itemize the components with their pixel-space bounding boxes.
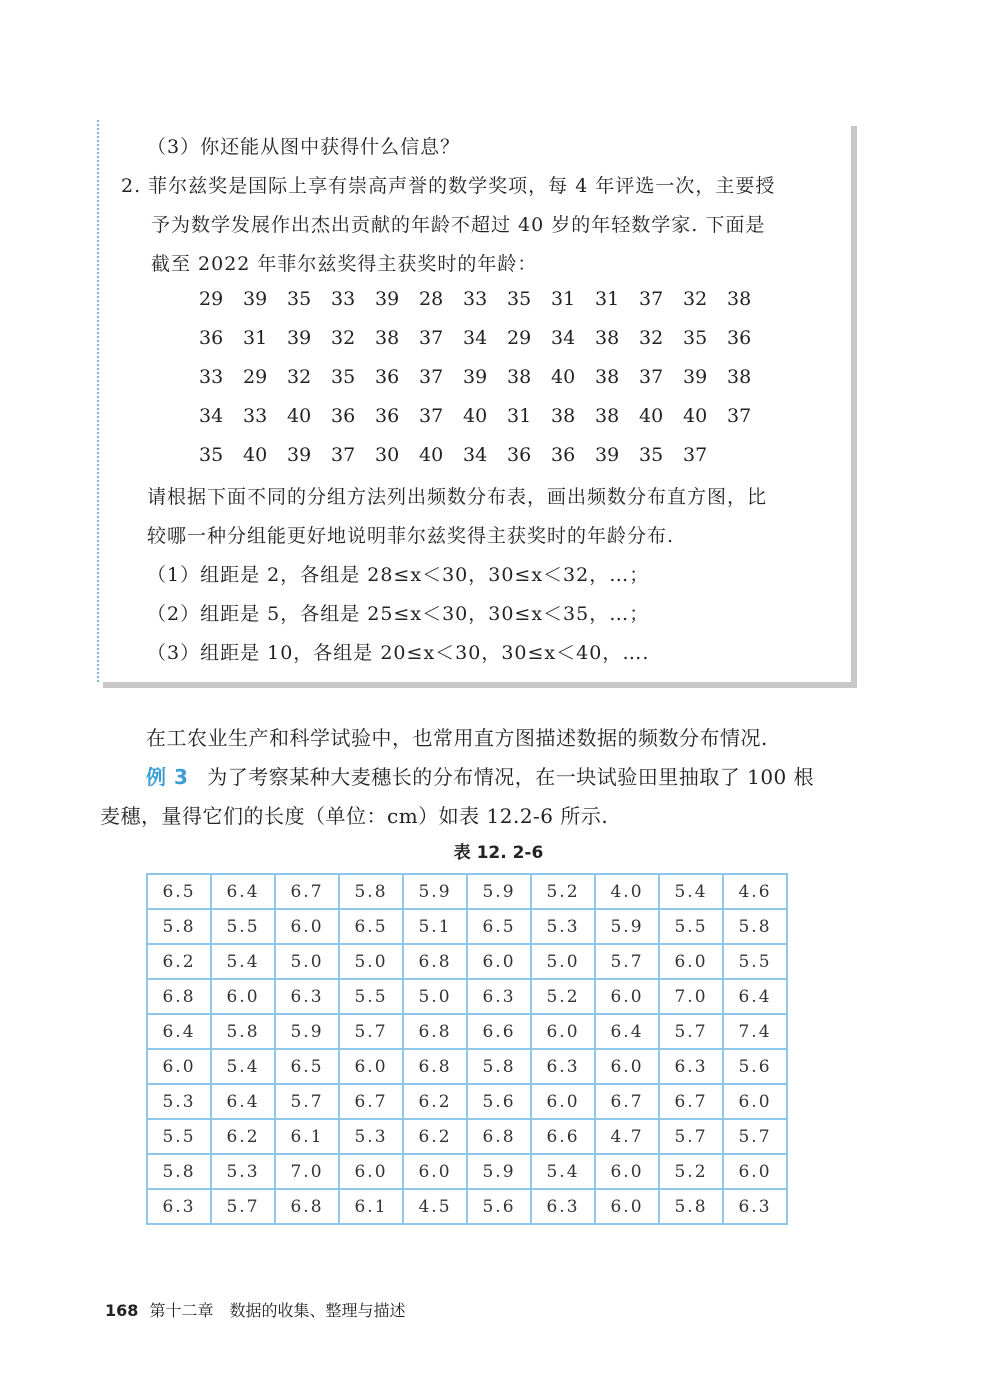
age-value: 28 — [419, 288, 444, 310]
table-cell: 5.7 — [659, 1014, 723, 1049]
table-cell: 5.0 — [275, 944, 339, 979]
table-cell: 5.5 — [339, 979, 403, 1014]
table-cell: 5.7 — [211, 1189, 275, 1224]
age-value: 31 — [243, 327, 268, 349]
table-cell: 5.9 — [595, 909, 659, 944]
data-table — [146, 873, 788, 1225]
table-cell: 7.0 — [275, 1154, 339, 1189]
table-cell: 6.8 — [147, 979, 211, 1014]
table-cell: 5.7 — [659, 1119, 723, 1154]
age-value: 31 — [595, 288, 620, 310]
age-value: 38 — [507, 366, 532, 388]
table-cell: 5.5 — [211, 909, 275, 944]
table-cell: 5.0 — [531, 944, 595, 979]
exercise-q2-line1: 2. 菲尔兹奖是国际上享有崇高声誉的数学奖项，每 4 年评选一次，主要授 — [121, 175, 776, 197]
age-value: 40 — [463, 405, 488, 427]
age-value: 33 — [243, 405, 268, 427]
table-cell: 6.3 — [659, 1049, 723, 1084]
age-value: 35 — [287, 288, 312, 310]
table-cell: 5.0 — [403, 979, 467, 1014]
age-value: 37 — [331, 444, 356, 466]
age-value: 38 — [551, 405, 576, 427]
exercise-q2-line3: 截至 2022 年菲尔兹奖得主获奖时的年龄： — [151, 253, 538, 275]
age-value: 36 — [375, 405, 400, 427]
age-value: 36 — [199, 327, 224, 349]
table-cell: 6.0 — [595, 1154, 659, 1189]
table-cell: 6.0 — [723, 1154, 787, 1189]
age-value: 33 — [331, 288, 356, 310]
table-cell: 6.6 — [467, 1014, 531, 1049]
age-value: 32 — [287, 366, 312, 388]
age-value: 37 — [639, 288, 664, 310]
example-text-1: 为了考察某种大麦穗长的分布情况，在一块试验田里抽取了 100 根 — [207, 765, 815, 789]
table-cell: 4.5 — [403, 1189, 467, 1224]
table-cell: 6.8 — [403, 944, 467, 979]
table-cell: 4.6 — [723, 874, 787, 909]
table-row — [147, 1084, 787, 1119]
table-row — [147, 909, 787, 944]
table-cell: 5.6 — [723, 1049, 787, 1084]
table-cell: 5.2 — [531, 874, 595, 909]
table-row — [147, 1154, 787, 1189]
table-cell: 6.0 — [211, 979, 275, 1014]
table-cell: 5.3 — [211, 1154, 275, 1189]
age-value: 29 — [199, 288, 224, 310]
table-cell: 7.4 — [723, 1014, 787, 1049]
table-cell: 6.7 — [659, 1084, 723, 1119]
table-cell: 6.5 — [339, 909, 403, 944]
table-cell: 4.7 — [595, 1119, 659, 1154]
table-cell: 5.8 — [659, 1189, 723, 1224]
table-row — [147, 1189, 787, 1224]
table-cell: 4.0 — [595, 874, 659, 909]
table-cell: 6.8 — [275, 1189, 339, 1224]
exercise-option-2: （2）组距是 5，各组是 25≤x＜30，30≤x＜35，…； — [147, 603, 650, 625]
age-value: 38 — [595, 366, 620, 388]
table-cell: 6.8 — [467, 1119, 531, 1154]
age-value: 36 — [507, 444, 532, 466]
table-cell: 6.0 — [531, 1014, 595, 1049]
age-value: 39 — [243, 288, 268, 310]
table-cell: 5.2 — [659, 1154, 723, 1189]
example-label: 例 3 — [146, 765, 189, 789]
age-value: 39 — [375, 288, 400, 310]
table-row — [147, 979, 787, 1014]
age-value: 40 — [287, 405, 312, 427]
age-value: 33 — [199, 366, 224, 388]
table-cell: 6.7 — [339, 1084, 403, 1119]
table-cell: 6.5 — [275, 1049, 339, 1084]
age-value: 37 — [727, 405, 752, 427]
exercise-option-1: （1）组距是 2，各组是 28≤x＜30，30≤x＜32，…； — [147, 564, 650, 586]
age-value: 37 — [639, 366, 664, 388]
age-value: 37 — [419, 366, 444, 388]
age-value: 37 — [683, 444, 708, 466]
table-cell: 6.2 — [147, 944, 211, 979]
age-value: 40 — [683, 405, 708, 427]
table-cell: 5.9 — [275, 1014, 339, 1049]
age-value: 39 — [287, 444, 312, 466]
age-value: 31 — [507, 405, 532, 427]
table-cell: 6.7 — [595, 1084, 659, 1119]
ages-row — [199, 405, 771, 427]
table-cell: 6.0 — [659, 944, 723, 979]
table-cell: 6.4 — [147, 1014, 211, 1049]
table-cell: 6.0 — [595, 1049, 659, 1084]
table-row — [147, 944, 787, 979]
age-value: 38 — [595, 405, 620, 427]
age-value: 40 — [551, 366, 576, 388]
table-cell: 5.5 — [147, 1119, 211, 1154]
table-cell: 6.3 — [531, 1189, 595, 1224]
table-cell: 6.0 — [339, 1049, 403, 1084]
table-cell: 5.9 — [467, 1154, 531, 1189]
age-value: 39 — [287, 327, 312, 349]
age-value: 37 — [419, 405, 444, 427]
table-cell: 6.2 — [403, 1119, 467, 1154]
table-cell: 7.0 — [659, 979, 723, 1014]
table-cell: 5.5 — [659, 909, 723, 944]
age-value: 39 — [595, 444, 620, 466]
table-cell: 6.8 — [403, 1014, 467, 1049]
table-cell: 6.4 — [211, 874, 275, 909]
age-value: 38 — [375, 327, 400, 349]
table-cell: 6.8 — [403, 1049, 467, 1084]
age-value: 39 — [683, 366, 708, 388]
age-value: 34 — [551, 327, 576, 349]
table-cell: 6.0 — [595, 1189, 659, 1224]
age-value: 29 — [507, 327, 532, 349]
age-value: 36 — [727, 327, 752, 349]
exercise-box — [97, 120, 851, 682]
table-row — [147, 1014, 787, 1049]
table-cell: 6.4 — [723, 979, 787, 1014]
table-title: 表 12. 2-6 — [453, 843, 544, 863]
age-value: 38 — [595, 327, 620, 349]
table-cell: 5.8 — [723, 909, 787, 944]
table-row — [147, 1119, 787, 1154]
age-value: 35 — [507, 288, 532, 310]
age-value: 36 — [331, 405, 356, 427]
age-value: 40 — [243, 444, 268, 466]
age-value: 38 — [727, 366, 752, 388]
page-number: 168 — [105, 1301, 139, 1320]
age-value: 32 — [639, 327, 664, 349]
age-value: 39 — [463, 366, 488, 388]
table-cell: 5.8 — [339, 874, 403, 909]
table-cell: 6.0 — [275, 909, 339, 944]
table-cell: 5.6 — [467, 1189, 531, 1224]
table-cell: 5.6 — [467, 1084, 531, 1119]
table-cell: 6.2 — [211, 1119, 275, 1154]
table-cell: 5.8 — [147, 1154, 211, 1189]
table-cell: 5.7 — [595, 944, 659, 979]
table-cell: 6.7 — [275, 874, 339, 909]
ages-row — [199, 327, 771, 349]
table-cell: 5.5 — [723, 944, 787, 979]
age-value: 34 — [199, 405, 224, 427]
exercise-task-line2: 较哪一种分组能更好地说明菲尔兹奖得主获奖时的年龄分布. — [147, 525, 675, 547]
exercise-option-3: （3）组距是 10，各组是 20≤x＜30，30≤x＜40，…. — [147, 642, 650, 664]
table-cell: 5.3 — [339, 1119, 403, 1154]
table-cell: 6.3 — [467, 979, 531, 1014]
table-cell: 6.0 — [723, 1084, 787, 1119]
table-cell: 6.6 — [531, 1119, 595, 1154]
ages-row — [199, 444, 727, 466]
table-cell: 5.7 — [275, 1084, 339, 1119]
age-value: 34 — [463, 327, 488, 349]
table-cell: 5.4 — [659, 874, 723, 909]
table-cell: 6.0 — [467, 944, 531, 979]
table-cell: 6.4 — [211, 1084, 275, 1119]
table-cell: 6.5 — [467, 909, 531, 944]
table-cell: 5.7 — [723, 1119, 787, 1154]
table-cell: 6.3 — [275, 979, 339, 1014]
table-cell: 5.8 — [467, 1049, 531, 1084]
table-cell: 5.8 — [147, 909, 211, 944]
age-value: 35 — [639, 444, 664, 466]
age-value: 37 — [419, 327, 444, 349]
table-cell: 6.3 — [723, 1189, 787, 1224]
age-value: 35 — [199, 444, 224, 466]
chapter-title: 第十二章 数据的收集、整理与描述 — [149, 1301, 406, 1320]
age-value: 33 — [463, 288, 488, 310]
table-cell: 5.1 — [403, 909, 467, 944]
table-cell: 6.5 — [147, 874, 211, 909]
page-footer — [105, 1298, 406, 1321]
table-row — [147, 1049, 787, 1084]
exercise-q2-line2: 予为数学发展作出杰出贡献的年龄不超过 40 岁的年轻数学家. 下面是 — [151, 214, 766, 236]
table-cell: 6.2 — [403, 1084, 467, 1119]
table-cell: 5.8 — [211, 1014, 275, 1049]
ages-row — [199, 366, 771, 388]
table-cell: 6.4 — [595, 1014, 659, 1049]
table-cell: 5.9 — [467, 874, 531, 909]
table-cell: 5.4 — [211, 944, 275, 979]
table-cell: 6.3 — [147, 1189, 211, 1224]
exercise-q1-3: （3）你还能从图中获得什么信息？ — [147, 136, 461, 158]
age-value: 40 — [419, 444, 444, 466]
table-cell: 5.3 — [531, 909, 595, 944]
example-line1 — [146, 761, 814, 790]
table-cell: 6.0 — [531, 1084, 595, 1119]
intro-text: 在工农业生产和科学试验中，也常用直方图描述数据的频数分布情况. — [146, 726, 768, 750]
table-cell: 6.3 — [531, 1049, 595, 1084]
age-value: 40 — [639, 405, 664, 427]
age-value: 31 — [551, 288, 576, 310]
age-value: 29 — [243, 366, 268, 388]
table-cell: 5.7 — [339, 1014, 403, 1049]
table-row — [147, 874, 787, 909]
table-cell: 5.9 — [403, 874, 467, 909]
table-cell: 6.0 — [403, 1154, 467, 1189]
table-cell: 5.3 — [147, 1084, 211, 1119]
age-value: 36 — [375, 366, 400, 388]
table-cell: 5.4 — [531, 1154, 595, 1189]
table-cell: 6.1 — [339, 1189, 403, 1224]
age-value: 38 — [727, 288, 752, 310]
table-cell: 5.2 — [531, 979, 595, 1014]
table-cell: 6.1 — [275, 1119, 339, 1154]
age-value: 30 — [375, 444, 400, 466]
table-cell: 6.0 — [595, 979, 659, 1014]
exercise-task-line1: 请根据下面不同的分组方法列出频数分布表，画出频数分布直方图，比 — [147, 486, 768, 508]
age-value: 34 — [463, 444, 488, 466]
table-cell: 6.0 — [147, 1049, 211, 1084]
age-value: 36 — [551, 444, 576, 466]
age-value: 35 — [683, 327, 708, 349]
table-cell: 5.4 — [211, 1049, 275, 1084]
table-cell: 6.0 — [339, 1154, 403, 1189]
example-line2: 麦穗，量得它们的长度（单位：cm）如表 12.2-6 所示. — [100, 804, 609, 828]
age-value: 32 — [331, 327, 356, 349]
age-value: 35 — [331, 366, 356, 388]
ages-row — [199, 288, 771, 310]
age-value: 32 — [683, 288, 708, 310]
table-cell: 5.0 — [339, 944, 403, 979]
